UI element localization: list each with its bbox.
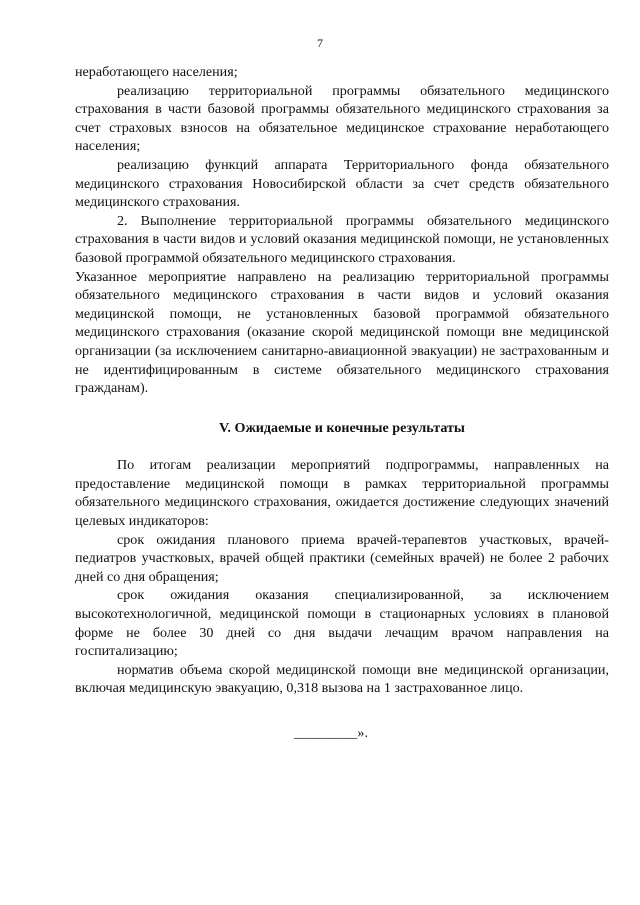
paragraph-indicator: норматив объема скорой медицинской помощи вне медицинской организации, включая медицинскую эвакуацию, 0,318 вызова на 1 застрахованное лицо. — [75, 661, 609, 697]
paragraph-numbered-item: 2. Выполнение территориальной программы обязательного медицинского страхования в части видов и условий оказания медицинской помощи, не установленных базовой программой обязательного медицинского страхования. — [75, 212, 609, 266]
paragraph-list-item: реализацию территориальной программы обязательного медицинского страхования в части базовой программы обязательного медицинского страхования за счет страховых взносов на обязательное медицинское страхование неработающего населения; — [75, 82, 609, 155]
document-body — [75, 63, 609, 698]
section-heading: V. Ожидаемые и конечные результаты — [219, 419, 465, 436]
page-number: 7 — [317, 36, 323, 50]
paragraph-intro: По итогам реализации мероприятий подпрограммы, направленных на предоставление медицинской помощи в рамках территориальной программы обязательного медицинского страхования, ожидается достижение следующих значений целевых индикаторов: — [75, 457, 609, 530]
paragraph-indicator: срок ожидания планового приема врачей-терапевтов участковых, врачей-педиатров участковых, врачей общей практики (семейных врачей) не более 2 рабочих дней со дня обращения; — [75, 531, 609, 585]
paragraph-list-item: реализацию функций аппарата Территориального фонда обязательного медицинского страхования Новосибирской области за счет средств обязательного медицинского страхования. — [75, 156, 609, 211]
paragraph-continuation: неработающего населения; — [75, 64, 238, 80]
closing-mark: _________». — [294, 725, 368, 741]
paragraph-indicator: срок ожидания оказания специализированной, за исключением высокотехнологичной, медицинской помощи в стационарных условиях в плановой форме не более 30 дней со дня выдачи лечащим врачом направления на госпитализацию; — [75, 587, 609, 660]
paragraph-description: Указанное мероприятие направлено на реализацию территориальной программы обязательного медицинского страхования в части видов и условий оказания медицинской помощи, не установленных базовой программой обязательного медицинского страхования (оказание скорой медицинской помощи вне медицинской организации (за исключением санитарно-авиационной эвакуации) не застрахованным и не идентифицированным в системе обязательного медицинского страхования гражданам). — [75, 268, 609, 397]
